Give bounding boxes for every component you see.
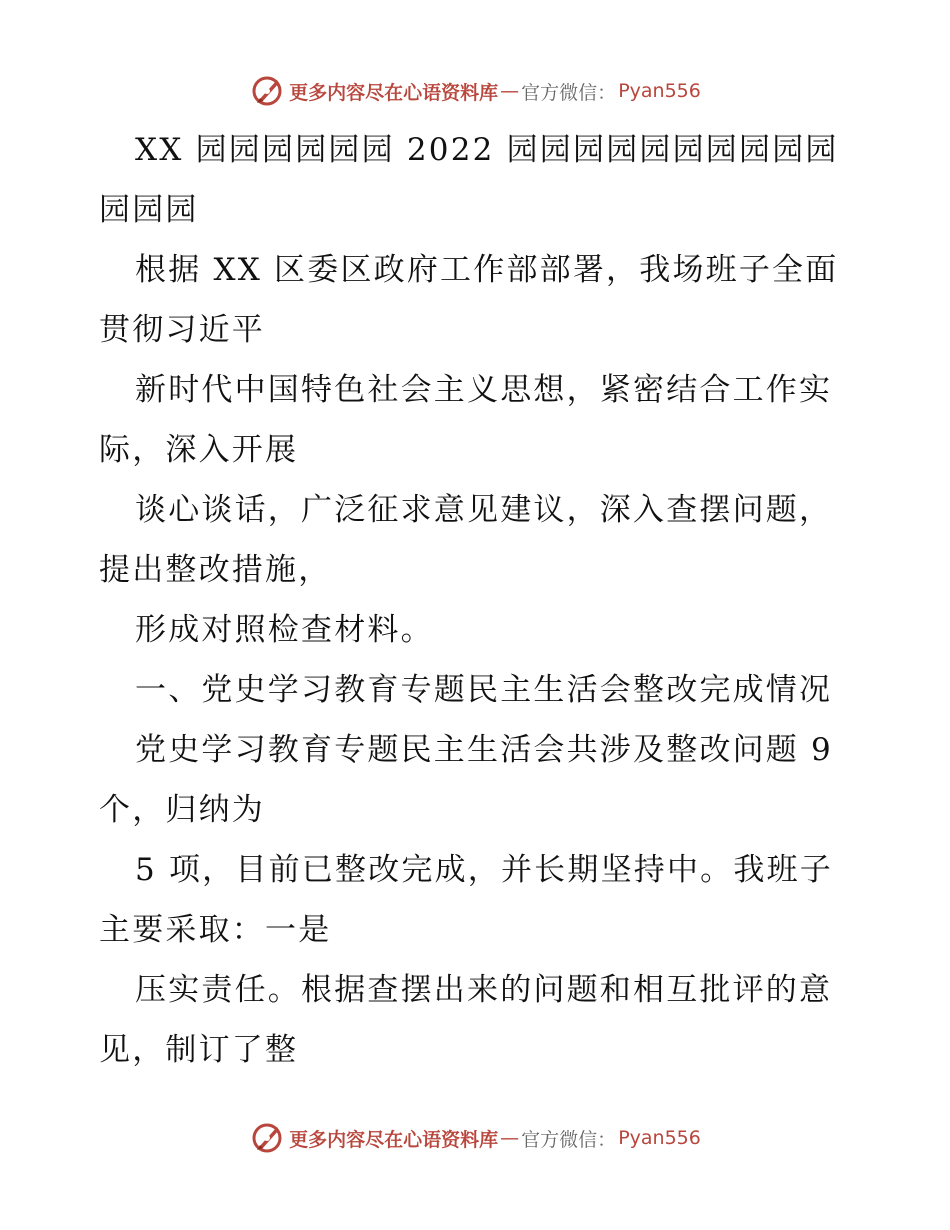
quill-logo-icon [249,1120,285,1156]
contact-label: 官方微信： [521,81,617,104]
document-body [99,120,859,1080]
paragraph: 5 项，目前已整改完成，并长期坚持中。我班子主要采取：一是 [99,852,833,948]
header-banner [0,71,950,111]
paragraph: 新时代中国特色社会主义思想，紧密结合工作实际，深入开展 [99,372,833,468]
wechat-id: Pyan556 [618,1127,701,1149]
banner-dash: — [500,80,520,102]
paragraph: 党史学习教育专题民主生活会共涉及整改问题 9 个，归纳为 [99,732,833,828]
paragraph: 谈心谈话，广泛征求意见建议，深入查摆问题，提出整改措施， [99,492,833,588]
site-text: 更多内容尽在心语资料库 [289,1128,499,1151]
document-title: XX 园园园园园园 2022 园园园园园园园园园园园园园 [99,132,839,228]
wechat-id: Pyan556 [618,80,701,102]
contact-label: 官方微信： [521,1128,617,1151]
section-heading: 一、党史学习教育专题民主生活会整改完成情况 [135,672,833,708]
quill-logo-icon [249,73,285,109]
banner-dash: — [500,1127,520,1149]
paragraph: 压实责任。根据查摆出来的问题和相互批评的意见，制订了整 [99,972,833,1068]
paragraph: 根据 XX 区委区政府工作部部署，我场班子全面贯彻习近平 [99,252,839,348]
paragraph: 形成对照检查材料。 [135,612,434,648]
site-text: 更多内容尽在心语资料库 [289,81,499,104]
footer-banner [0,1118,950,1158]
